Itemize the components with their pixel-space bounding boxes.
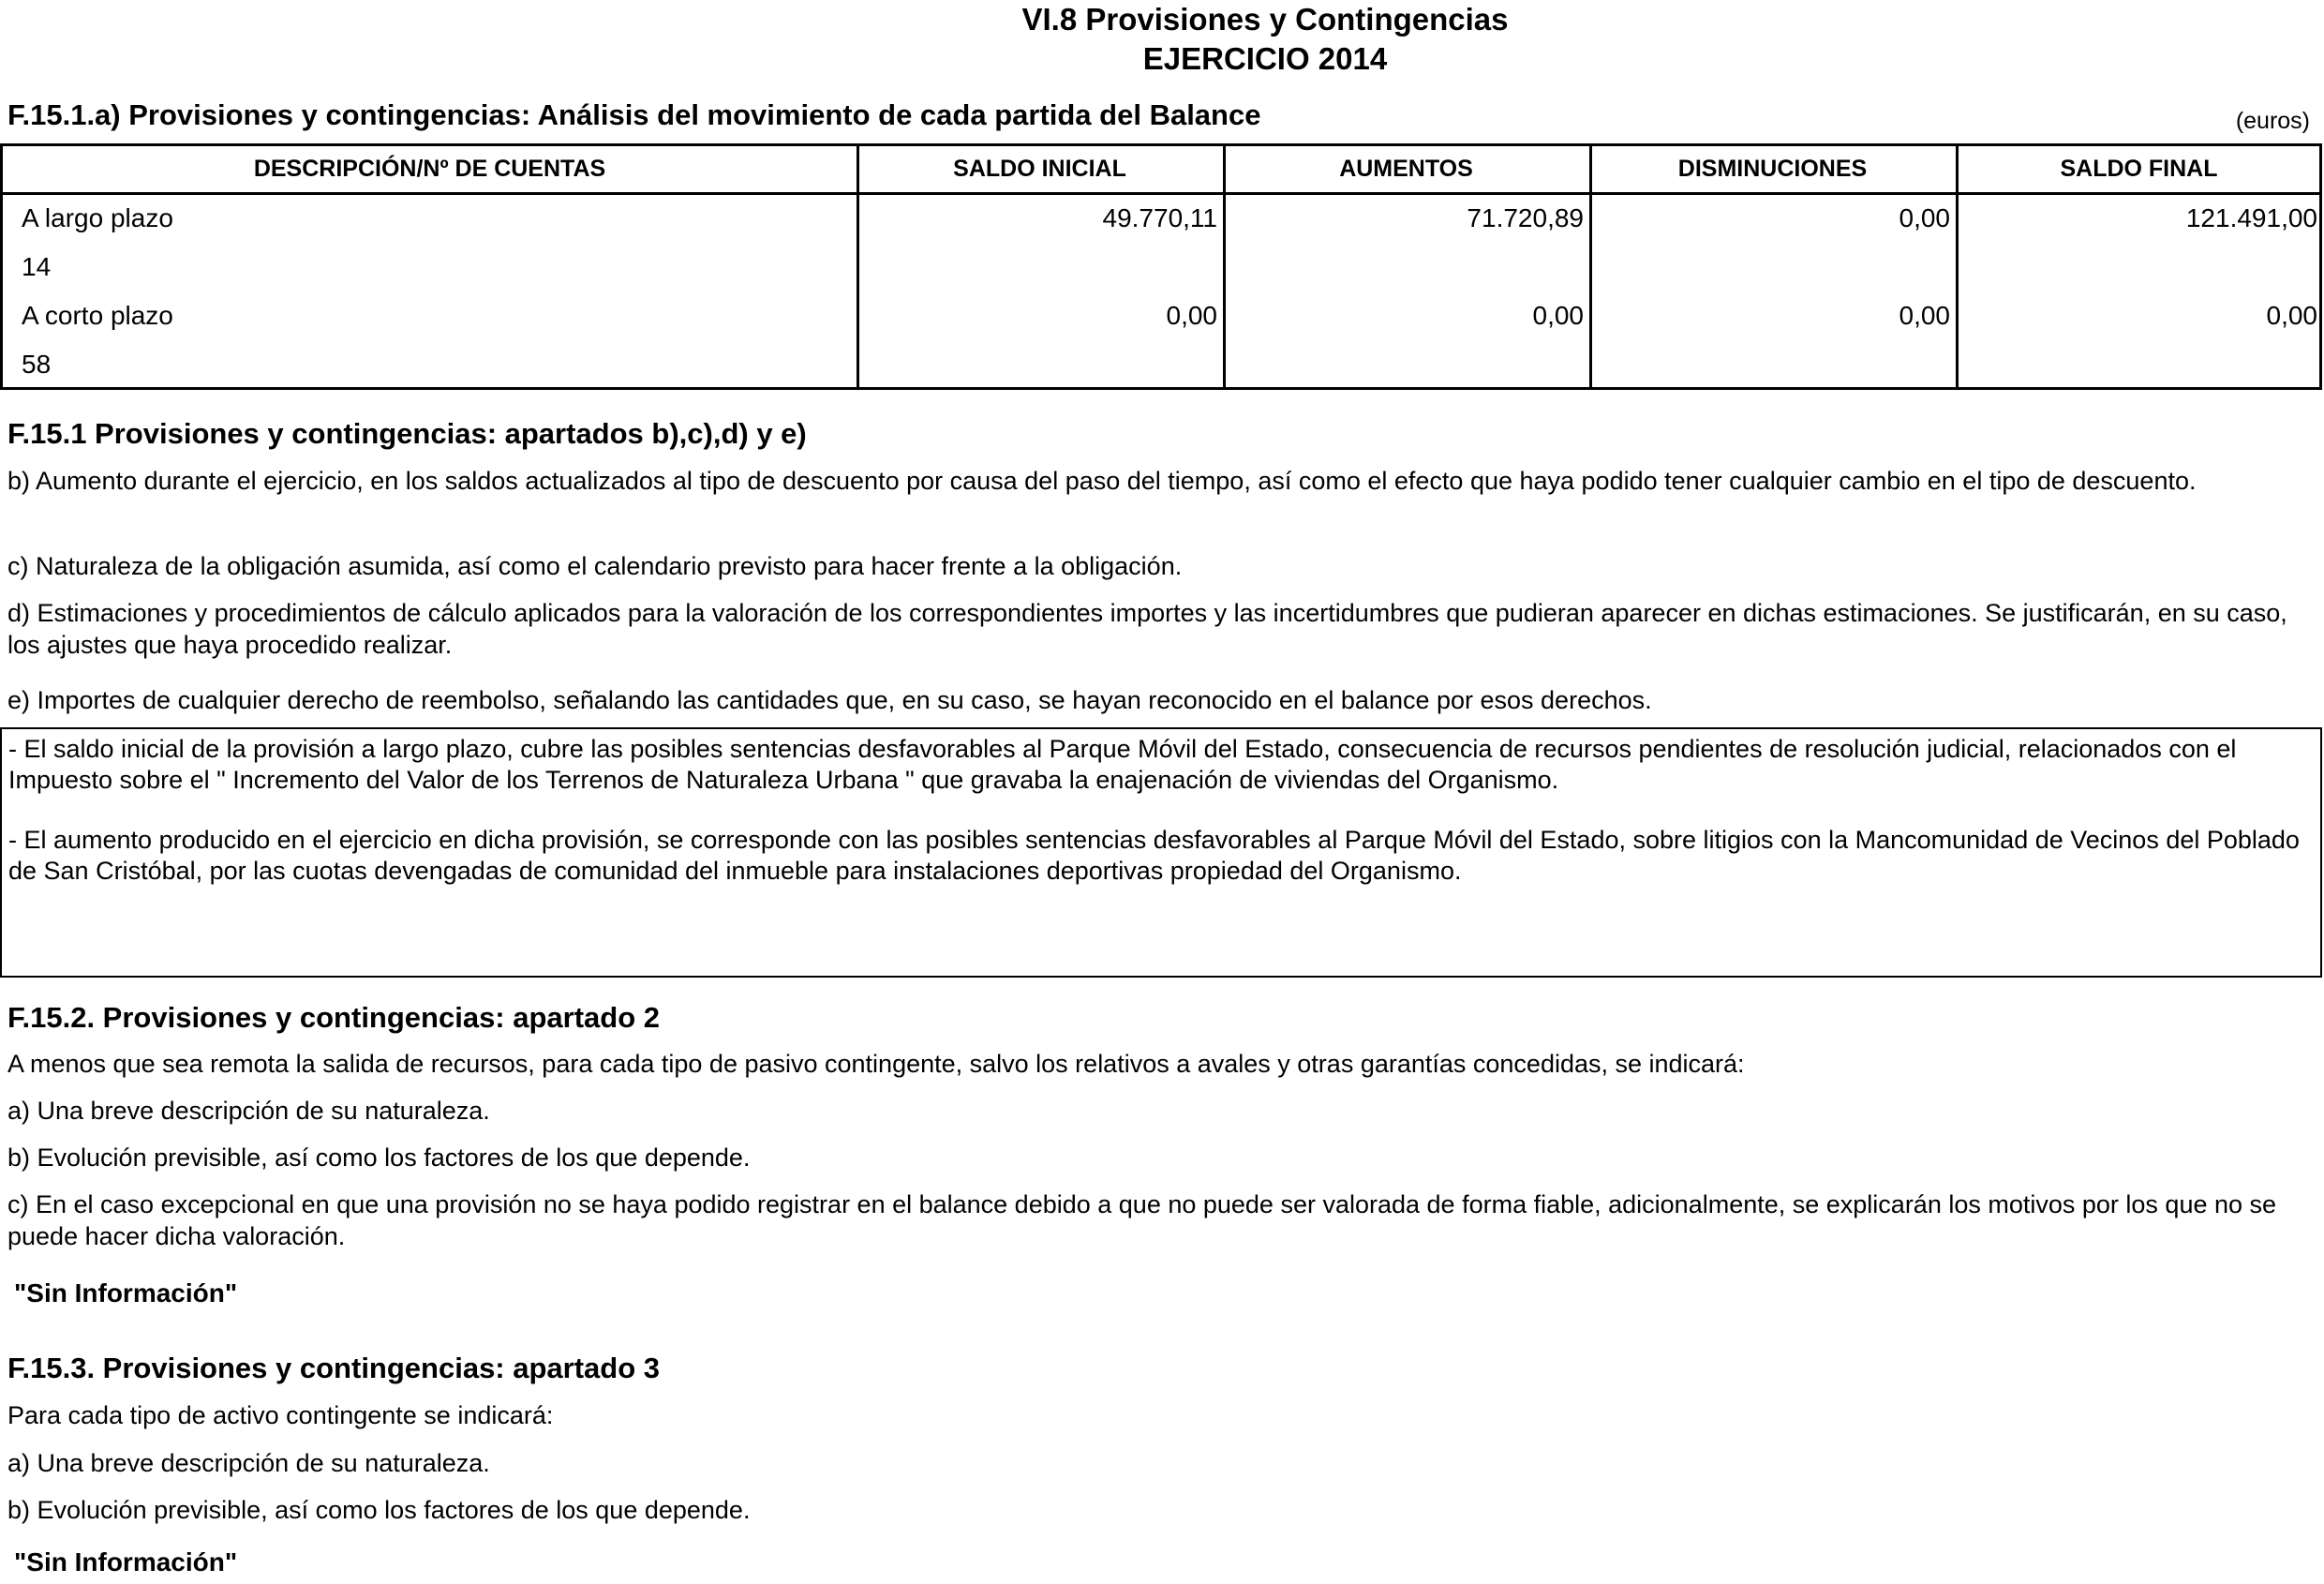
movement-table [0,143,2322,390]
column-divider [1589,146,1592,387]
paragraph-d: d) Estimaciones y procedimientos de cálculo aplicados para la valoración de los correspondientes importes y las incertidumbres que pudieran aparecer en dichas estimaciones. Se justificarán, en su caso, los ajustes que haya procedido realizar. [7,599,2287,659]
paragraph-c: c) Naturaleza de la obligación asumida, así como el calendario previsto para hacer frente a la obligación. [7,552,1183,580]
section-3-item-b: b) Evolución previsible, así como los factores de los que depende. [7,1496,751,1524]
table-cell-saldo-final: 0,00 [2266,301,2317,330]
table-cell-saldo-final: 121.491,00 [2185,203,2317,232]
column-divider [857,146,859,387]
section-b-title: F.15.1 Provisiones y contingencias: apartados b),c),d) y e) [7,417,807,450]
column-divider [1223,146,1226,387]
column-header-description: DESCRIPCIÓN/Nº DE CUENTAS [253,156,606,182]
section-2-item-b: b) Evolución previsible, así como los factores de los que depende. [7,1143,751,1172]
section-2-no-info: "Sin Información" [14,1278,238,1308]
table-cell-aumentos: 71.720,89 [1467,203,1584,232]
paragraph-b: b) Aumento durante el ejercicio, en los saldos actualizados al tipo de descuento por causa del paso del tiempo, así como el efecto que haya podido tener cualquier cambio en el tipo de descuento. [7,467,2197,495]
note-paragraph: - El aumento producido en el ejercicio en dicha provisión, se corresponde con las posibles sentencias desfavorables al Parque Móvil del Estado, sobre litigios con la Mancomunidad de Vecinos del Poblado de San Cristóbal, por las cuotas devengadas de comunidad del inmueble para instalaciones deportivas propiedad del Organismo. [8,826,2300,885]
section-a-title: F.15.1.a) Provisiones y contingencias: Análisis del movimiento de cada partida del Balance [7,98,1261,131]
table-cell-aumentos: 0,00 [1532,301,1584,330]
table-cell-account: 58 [22,350,52,379]
section-3-intro: Para cada tipo de activo contingente se indicará: [7,1401,554,1429]
section-2-intro: A menos que sea remota la salida de recursos, para cada tipo de pasivo contingente, salvo los relativos a avales y otras garantías concedidas, se indicará: [7,1050,1745,1078]
column-header-saldo-final: SALDO FINAL [2060,156,2218,182]
paragraph-e: e) Importes de cualquier derecho de reembolso, señalando las cantidades que, en su caso, se hayan reconocido en el balance por esos derechos. [7,686,1652,714]
column-header-saldo-inicial: SALDO INICIAL [953,156,1126,182]
table-cell-disminuciones: 0,00 [1899,203,1950,232]
page-title: VI.8 Provisiones y Contingencias [1021,2,1509,37]
table-cell-description: A largo plazo [22,203,173,232]
table-cell-saldo-inicial: 0,00 [1166,301,1217,330]
page-subtitle: EJERCICIO 2014 [1142,41,1388,76]
section-2-item-c: c) En el caso excepcional en que una provisión no se haya podido registrar en el balance debido a que no puede ser valorada de forma fiable, adicionalmente, se explicarán los motivos por los que no se puede hacer dicha valoración. [7,1190,2277,1250]
table-cell-disminuciones: 0,00 [1899,301,1950,330]
note-paragraph: - El saldo inicial de la provisión a largo plazo, cubre las posibles sentencias desfavorables al Parque Móvil del Estado, consecuencia de recursos pendientes de resolución judicial, relacionados con el Impuesto sobre el " Incremento del Valor de los Terrenos de Naturaleza Urbana " que gravaba la enajenación de viviendas del Organismo. [8,735,2237,794]
column-divider [1956,146,1959,387]
notes-box [0,727,2322,978]
table-cell-saldo-inicial: 49.770,11 [1102,203,1217,232]
column-header-aumentos: AUMENTOS [1339,156,1473,182]
section-3-title: F.15.3. Provisiones y contingencias: apartado 3 [7,1352,661,1384]
column-header-disminuciones: DISMINUCIONES [1677,156,1868,182]
section-2-title: F.15.2. Provisiones y contingencias: apartado 2 [7,1001,661,1034]
units-label: (euros) [2235,108,2310,134]
section-3-item-a: a) Una breve descripción de su naturaleza. [7,1449,490,1477]
section-3-no-info: "Sin Información" [14,1547,238,1577]
table-header [3,146,2319,195]
table-cell-description: A corto plazo [22,301,173,330]
section-2-item-a: a) Una breve descripción de su naturaleza. [7,1097,490,1125]
table-cell-account: 14 [22,252,52,281]
